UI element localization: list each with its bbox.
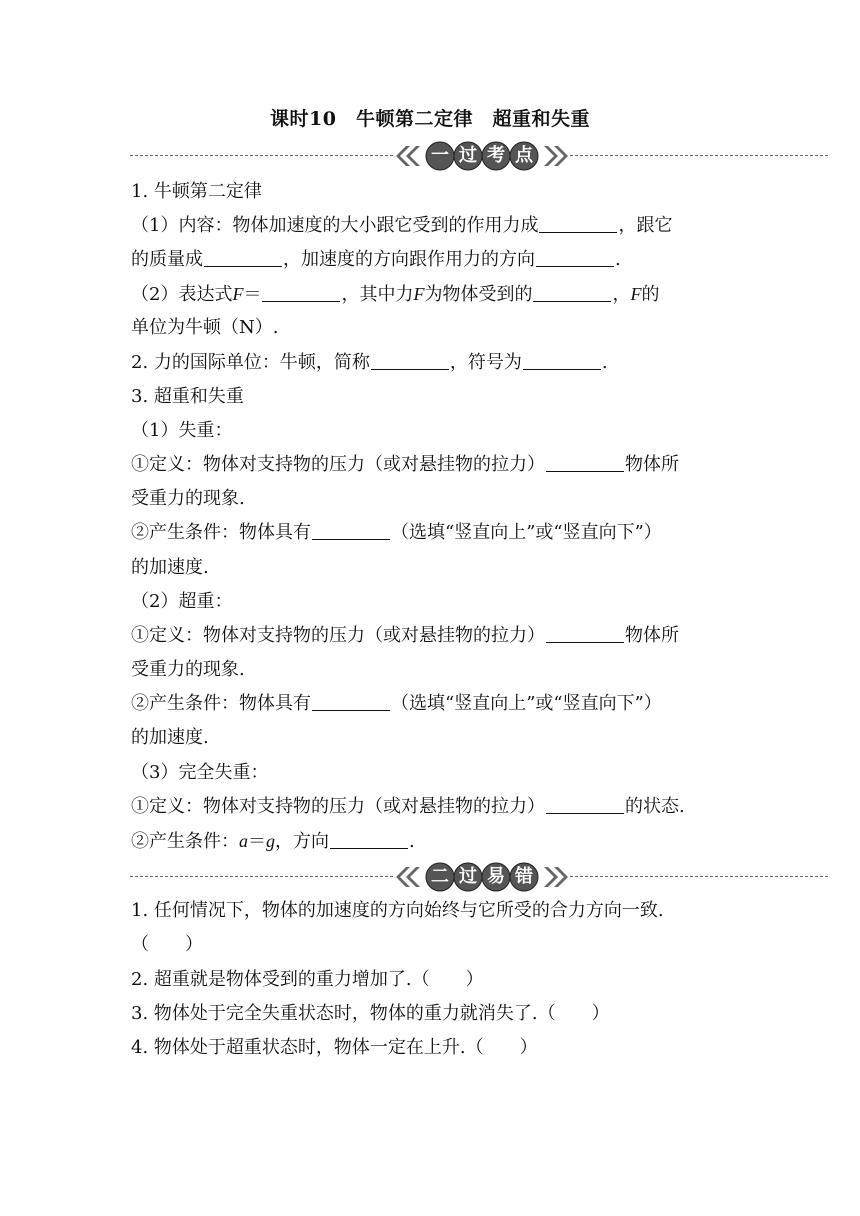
text-line: 的加速度. [131,557,209,578]
text-line: ①定义：物体对支持物的压力（或对悬挂物的拉力） 物体所 [131,454,679,475]
text-line: （1）内容：物体加速度的大小跟它受到的作用力成 ，跟它 [131,215,673,236]
text-line: 2. 力的国际单位：牛顿，简称 ，符号为 . [131,352,608,373]
fill-blank[interactable] [546,624,624,643]
badge-char: 二 [431,866,449,887]
badge-char: 过 [459,145,477,166]
fill-blank[interactable] [533,283,611,302]
section-banner-kaodian [130,139,828,173]
badge-char: 过 [459,866,477,887]
text-line: ②产生条件：物体具有 （选填“竖直向上”或“竖直向下”） [131,522,662,543]
badge-char: 一 [431,145,449,166]
fill-blank[interactable] [312,692,390,711]
badge-char: 考 [487,145,505,166]
text-line: ①定义：物体对支持物的压力（或对悬挂物的拉力） 物体所 [131,625,679,646]
text-line: （3）完全失重： [131,762,269,783]
text-line: （1）失重： [131,420,233,441]
fill-blank[interactable] [546,453,624,472]
badge-char: 易 [487,866,505,887]
text-line: 受重力的现象. [131,488,245,509]
badge-char: 点 [515,145,533,166]
text-line: 3. 物体处于完全失重状态时，物体的重力就消失了.（ ） [131,1003,610,1024]
text-line: （2）超重： [131,591,233,612]
text-line: 受重力的现象. [131,659,245,680]
fill-blank[interactable] [312,521,390,540]
text-line: （2）表达式F＝ ，其中力F为物体受到的 ，F的 [131,284,660,305]
text-line: ②产生条件：物体具有 （选填“竖直向上”或“竖直向下”） [131,693,662,714]
text-line: 的加速度. [131,727,209,748]
text-line: 单位为牛顿（N）. [131,317,279,338]
fill-blank[interactable] [536,248,614,267]
answer-parens: （ ） [131,934,203,955]
section-banner-yicuo [130,860,828,894]
text-line: 1. 牛顿第二定律 [131,181,262,202]
text-line: 1. 任何情况下，物体的加速度的方向始终与它所受的合力方向一致. [131,900,664,921]
section-badge [394,139,570,173]
text-line: 4. 物体处于超重状态时，物体一定在上升.（ ） [131,1037,538,1058]
fill-blank[interactable] [539,214,617,233]
fill-blank[interactable] [262,283,340,302]
page-title: 课时10 牛顿第二定律 超重和失重 [270,108,590,130]
text-line: 3. 超重和失重 [131,386,244,407]
section-badge [394,860,570,894]
fill-blank[interactable] [371,351,449,370]
badge-char: 错 [515,866,533,887]
fill-blank[interactable] [523,351,601,370]
text-line: 的质量成 ，加速度的方向跟作用力的方向 . [131,249,621,270]
text-line: ②产生条件：a＝g，方向 . [131,831,415,852]
fill-blank[interactable] [330,830,408,849]
fill-blank[interactable] [546,795,624,814]
text-line: ①定义：物体对支持物的压力（或对悬挂物的拉力） 的状态. [131,796,685,817]
text-line: 2. 超重就是物体受到的重力增加了.（ ） [131,969,484,990]
fill-blank[interactable] [204,248,282,267]
